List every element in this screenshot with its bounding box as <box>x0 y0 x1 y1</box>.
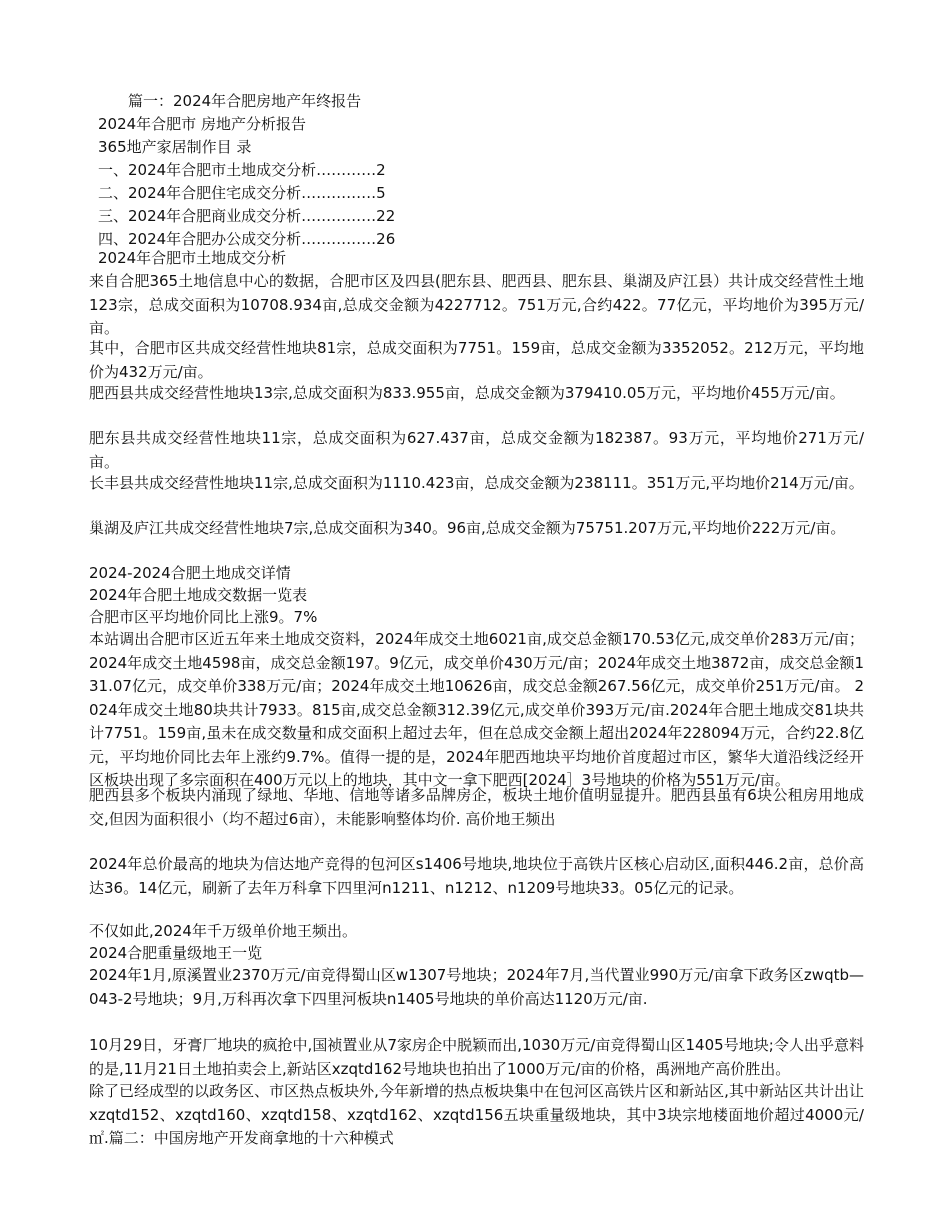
paragraph-hot-zones: 除了已经成型的以政务区、市区热点板块外,今年新增的热点板块集中在包河区高铁片区和新站区,其中新站区共计出让xzqtd152、xzqtd160、xzqtd158、xzqtd162、xzqtd156五块重量级地块，其中3块宗地楼面地价超过4000元/㎡.篇二：中国房地产开发商拿地的十六种模式 <box>89 1082 864 1147</box>
paragraph-changfeng: 长丰县共成交经营性地块11宗,总成交面积为1110.423亩，总成交金额为238111。351万元,平均地价214万元/亩。 <box>89 474 864 492</box>
heading-price-rise: 合肥市区平均地价同比上涨9。7% <box>89 608 318 626</box>
paragraph-overview: 来自合肥365土地信息中心的数据，合肥市区及四县(肥东县、肥西县、肥东县、巢湖及庐江县）共计成交经营性土地123宗，总成交面积为10708.934亩,总成交金额为4227712。751万元,合约422。77亿元，平均地价为395万元/亩。 <box>89 272 864 337</box>
heading-data-table: 2024年合肥土地成交数据一览表 <box>89 586 308 604</box>
toc-item-2: 二、2024年合肥住宅成交分析……………5 <box>98 184 386 202</box>
toc-item-4: 四、2024年合肥办公成交分析……………26 <box>98 230 396 248</box>
toc-item-1: 一、2024年合肥市土地成交分析…………2 <box>98 161 386 179</box>
maker-line: 365地产家居制作目 录 <box>98 138 252 156</box>
heading-land-details: 2024-2024合肥土地成交详情 <box>89 564 291 582</box>
paragraph-land-kings-list: 2024年1月,原溪置业2370万元/亩竞得蜀山区w1307号地块；2024年7月,当代置业990万元/亩拿下政务区zwqtb—043-2号地块；9月,万科再次拿下四里河板块n1405号地块的单价高达1120万元/亩. <box>89 966 864 1008</box>
paragraph-unit-kings: 不仅如此,2024年千万级单价地王频出。 <box>89 922 357 940</box>
toc-item-3: 三、2024年合肥商业成交分析……………22 <box>98 207 396 225</box>
heading-land-kings: 2024合肥重量级地王一览 <box>89 944 263 962</box>
paragraph-top-total: 2024年总价最高的地块为信达地产竞得的包河区s1406号地块,地块位于高铁片区核心启动区,面积446.2亩，总价高达36。14亿元，刷新了去年万科拿下四里河n1211、n1212、n1209号地块33。05亿元的记录。 <box>89 855 864 897</box>
paragraph-feixi-brands: 肥西县多个板块内涌现了绿地、华地、信地等诸多品牌房企，板块土地价值明显提升。肥西县虽有6块公租房用地成交,但因为面积很小（均不超过6亩），未能影响整体均价. 高价地王频出 <box>89 786 864 828</box>
report-title: 2024年合肥市 房地产分析报告 <box>98 115 306 133</box>
paragraph-five-year: 本站调出合肥市区近五年来土地成交资料，2024年成交土地6021亩,成交总金额170.53亿元,成交单价283万元/亩；2024年成交土地4598亩，成交总金额197。9亿元，成交单价430万元/亩；2024年成交土地3872亩，成交总金额131.07亿元，成交单价338万元/亩；2024年成交土地10626亩，成交总金额267.56亿元，成交单价251万元/亩。 2024年成交土地80块共计7933。815亩,成交总金额312.39亿元,成交单价393万元/亩.2024年合肥土地成交81块共计7751。159亩,虽未在成交数量和成交面积上超过去年，但在总成交金额上超出2024年228094万元，合约22.8亿元，平均地价同比去年上涨约9.7%。值得一提的是，2024年肥西地块平均地价首度超过市区，繁华大道沿线泛经开区板块出现了多宗面积在400万元以上的地块，其中文一拿下肥西[2024］3号地块的价格为551万元/亩。 <box>89 630 864 789</box>
paragraph-chaohu: 巢湖及庐江共成交经营性地块7宗,总成交面积为340。96亩,总成交金额为75751.207万元,平均地价222万元/亩。 <box>89 519 846 537</box>
paragraph-city: 其中，合肥市区共成交经营性地块81宗，总成交面积为7751。159亩，总成交金额为3352052。212万元，平均地价为432万元/亩。 <box>89 339 864 381</box>
paragraph-toothpaste-plant: 10月29日，牙膏厂地块的疯抢中,国祯置业从7家房企中脱颖而出,1030万元/亩竞得蜀山区1405号地块;令人出乎意料的是,11月21日土地拍卖会上,新站区xzqtd162号地块也拍出了1000万元/亩的价格，禹洲地产高价胜出。 <box>89 1036 864 1078</box>
paragraph-feixi: 肥西县共成交经营性地块13宗,总成交面积为833.955亩，总成交金额为379410.05万元，平均地价455万元/亩。 <box>89 384 845 402</box>
paragraph-feidong: 肥东县共成交经营性地块11宗，总成交面积为627.437亩，总成交金额为182387。93万元，平均地价271万元/亩。 <box>89 429 864 471</box>
section-title: 2024年合肥市土地成交分析 <box>98 249 287 267</box>
part-title: 篇一：2024年合肥房地产年终报告 <box>128 92 362 110</box>
